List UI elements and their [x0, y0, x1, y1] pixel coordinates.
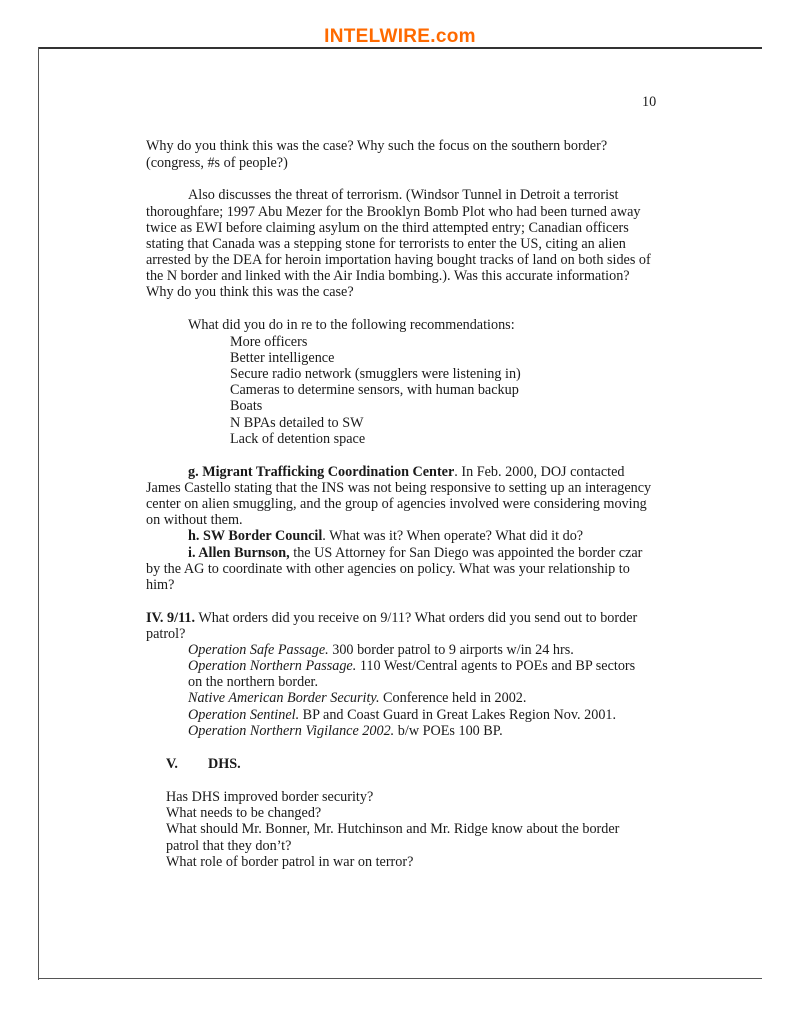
recommendation-item: Cameras to determine sensors, with human backup: [230, 382, 519, 398]
paragraph-line: on without them.: [146, 512, 243, 528]
section-i-text: the US Attorney for San Diego was appointed the border czar: [289, 545, 643, 561]
paragraph-line: arrested by the DEA for heroin importation having bought tracks of land on both sides of: [146, 252, 651, 268]
question-line: What should Mr. Bonner, Mr. Hutchinson and Mr. Ridge know about the border: [166, 821, 620, 837]
operation-detail: on the northern border.: [188, 674, 319, 690]
paragraph-line: (congress, #s of people?): [146, 155, 288, 171]
intelwire-wordmark: INTELWIRE.com: [324, 26, 476, 47]
section-iv-heading: IV. 9/11.: [146, 610, 196, 626]
section-h-line: [188, 528, 583, 544]
recommendation-item: Lack of detention space: [230, 431, 366, 447]
page-number: 10: [642, 94, 657, 110]
operation-name: Native American Border Security.: [188, 690, 380, 706]
recommendation-item: Better intelligence: [230, 350, 335, 366]
question-line: patrol that they don’t?: [166, 838, 292, 854]
paragraph-line: by the AG to coordinate with other agencies on policy. What was your relationship to: [146, 561, 630, 577]
paragraph-line: patrol?: [146, 626, 186, 642]
operation-name: Operation Northern Vigilance 2002.: [188, 723, 395, 739]
paragraph-line: center on alien smuggling, and the group of agencies involved were considering moving: [146, 496, 647, 512]
operation-item: [188, 658, 635, 674]
section-h-text: . What was it? When operate? What did it do?: [322, 528, 584, 544]
section-iv-text: What orders did you receive on 9/11? What orders did you send out to border: [195, 610, 638, 626]
recommendations-intro: What did you do in re to the following recommendations:: [188, 317, 515, 333]
question-line: What role of border patrol in war on terror?: [166, 854, 414, 870]
operation-name: Operation Sentinel.: [188, 707, 300, 723]
footer-rule: [38, 978, 762, 979]
operation-detail: 300 border patrol to 9 airports w/in 24 hrs.: [328, 642, 574, 658]
operation-item: [188, 642, 574, 658]
section-g-text: . In Feb. 2000, DOJ contacted: [454, 464, 625, 480]
operation-detail: 110 West/Central agents to POEs and BP sectors: [356, 658, 636, 674]
paragraph-line: Also discusses the threat of terrorism. (Windsor Tunnel in Detroit a terrorist: [188, 187, 619, 203]
paragraph-line: Why do you think this was the case?: [146, 284, 354, 300]
operation-item: [188, 674, 318, 690]
section-g-heading: g. Migrant Trafficking Coordination Center: [188, 464, 455, 480]
operation-item: [188, 690, 526, 706]
paragraph-line: James Castello stating that the INS was not being responsive to setting up an interagency: [146, 480, 652, 496]
recommendation-item: Boats: [230, 398, 263, 414]
paragraph-line: the N border and linked with the Air India bombing.). Was this accurate information?: [146, 268, 630, 284]
section-iv-line: [146, 610, 637, 626]
operation-item: [188, 707, 616, 723]
page-left-border: [38, 47, 39, 980]
paragraph-line: Why do you think this was the case? Why such the focus on the southern border?: [146, 138, 608, 154]
section-v-title: DHS.: [208, 756, 241, 772]
section-i-line: [188, 545, 642, 561]
paragraph-line: twice as EWI before claiming asylum on the third attempted entry; Canadian officers: [146, 220, 629, 236]
section-h-heading: h. SW Border Council: [188, 528, 323, 544]
paragraph-line: him?: [146, 577, 175, 593]
operation-detail: b/w POEs 100 BP.: [394, 723, 503, 739]
operation-detail: Conference held in 2002.: [379, 690, 527, 706]
section-i-heading: i. Allen Burnson,: [188, 545, 290, 561]
paragraph-line: stating that Canada was a stepping stone for terrorists to enter the US, citing an alien: [146, 236, 626, 252]
operation-item: [188, 723, 503, 739]
question-line: Has DHS improved border security?: [166, 789, 374, 805]
recommendation-item: More officers: [230, 334, 308, 350]
operation-name: Operation Safe Passage.: [188, 642, 329, 658]
question-line: What needs to be changed?: [166, 805, 322, 821]
recommendation-item: Secure radio network (smugglers were listening in): [230, 366, 521, 382]
operation-name: Operation Northern Passage.: [188, 658, 357, 674]
section-g-line: [188, 464, 624, 480]
header-rule: [38, 47, 762, 49]
operation-detail: BP and Coast Guard in Great Lakes Region Nov. 2001.: [299, 707, 617, 723]
recommendation-item: N BPAs detailed to SW: [230, 415, 364, 431]
section-v-numeral: V.: [166, 756, 178, 772]
paragraph-line: thoroughfare; 1997 Abu Mezer for the Brooklyn Bomb Plot who had been turned away: [146, 204, 641, 220]
